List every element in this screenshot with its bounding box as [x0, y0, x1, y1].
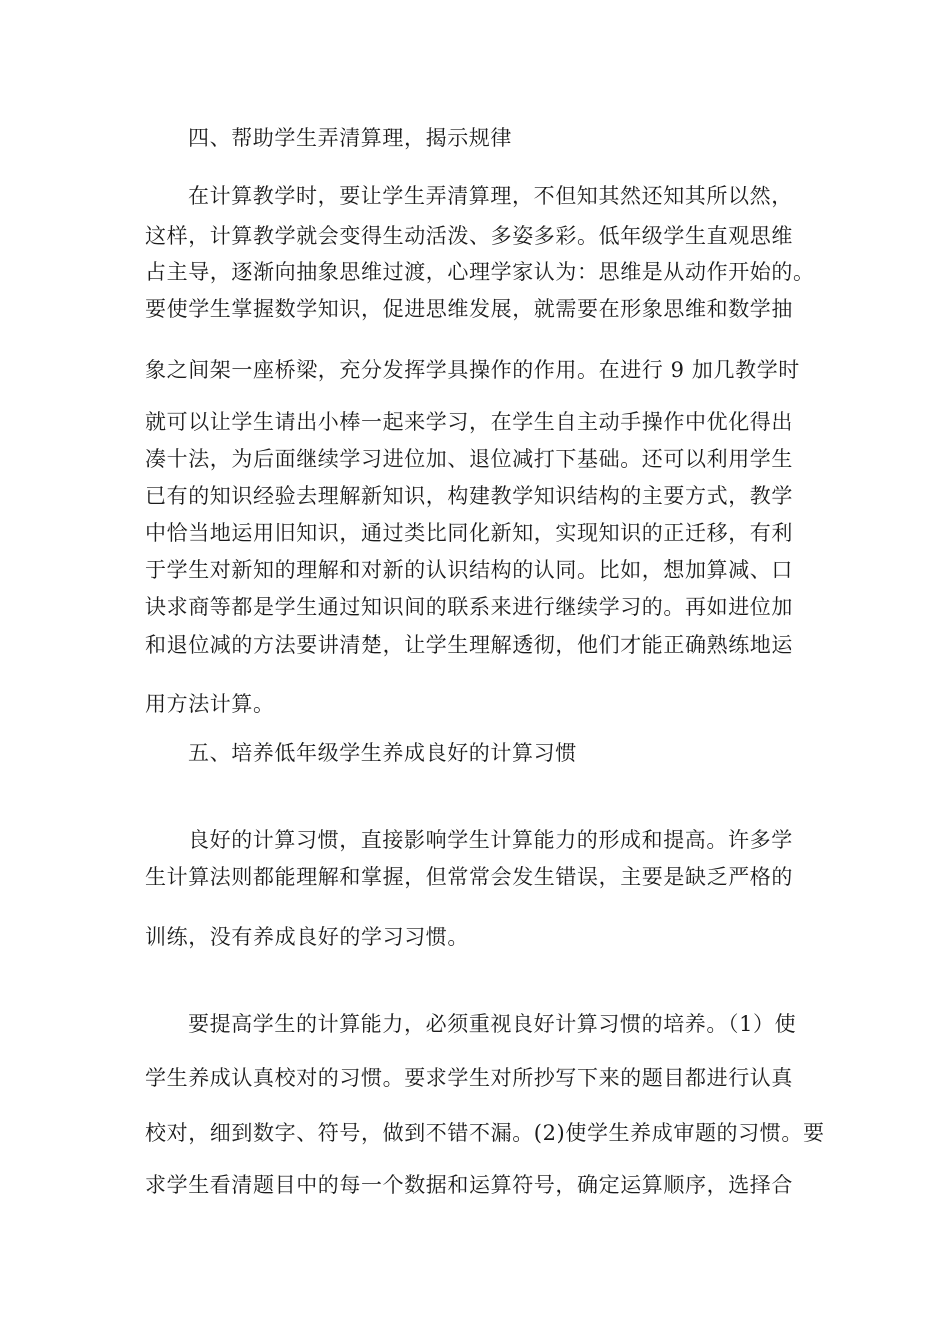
paragraph-line: 良好的计算习惯，直接影响学生计算能力的形成和提高。许多学 [188, 828, 793, 852]
paragraph-line: 用方法计算。 [145, 692, 275, 716]
paragraph-line: 诀求商等都是学生通过知识间的联系来进行继续学习的。再如进位加 [145, 595, 793, 619]
paragraph-line: 于学生对新知的理解和对新的认识结构的认同。比如，想加算减、口 [145, 558, 793, 582]
paragraph-line: 凑十法，为后面继续学习进位加、退位减打下基础。还可以利用学生 [145, 447, 793, 471]
paragraph-line: 要使学生掌握数学知识，促进思维发展，就需要在形象思维和数学抽 [145, 297, 793, 321]
section-4-heading: 四、帮助学生弄清算理，揭示规律 [188, 126, 512, 150]
paragraph-line: 中恰当地运用旧知识，通过类比同化新知，实现知识的正迁移，有利 [145, 521, 793, 545]
paragraph-line: 学生养成认真校对的习惯。要求学生对所抄写下来的题目都进行认真 [145, 1066, 793, 1090]
paragraph-line: 在计算教学时，要让学生弄清算理，不但知其然还知其所以然， [188, 184, 793, 208]
paragraph-line: 和退位减的方法要讲清楚，让学生理解透彻，他们才能正确熟练地运 [145, 633, 793, 657]
paragraph-line: 象之间架一座桥梁，充分发挥学具操作的作用。在进行 9 加几教学时 [145, 358, 800, 382]
paragraph-line: 训练，没有养成良好的学习习惯。 [145, 925, 469, 949]
paragraph-line: 就可以让学生请出小棒一起来学习，在学生自主动手操作中优化得出 [145, 410, 793, 434]
paragraph-line: 这样，计算教学就会变得生动活泼、多姿多彩。低年级学生直观思维 [145, 224, 793, 248]
paragraph-line: 校对，细到数字、符号，做到不错不漏。(2)使学生养成审题的习惯。要 [145, 1121, 825, 1145]
paragraph-line: 生计算法则都能理解和掌握，但常常会发生错误，主要是缺乏严格的 [145, 865, 793, 889]
paragraph-line: 已有的知识经验去理解新知识，构建教学知识结构的主要方式，教学 [145, 484, 793, 508]
paragraph-line: 求学生看清题目中的每一个数据和运算符号，确定运算顺序，选择合 [145, 1173, 793, 1197]
section-5-heading: 五、培养低年级学生养成良好的计算习惯 [188, 741, 577, 765]
paragraph-line: 要提高学生的计算能力，必须重视良好计算习惯的培养。（1）使 [188, 1012, 797, 1036]
paragraph-line: 占主导，逐渐向抽象思维过渡，心理学家认为：思维是从动作开始的。 [145, 260, 815, 284]
